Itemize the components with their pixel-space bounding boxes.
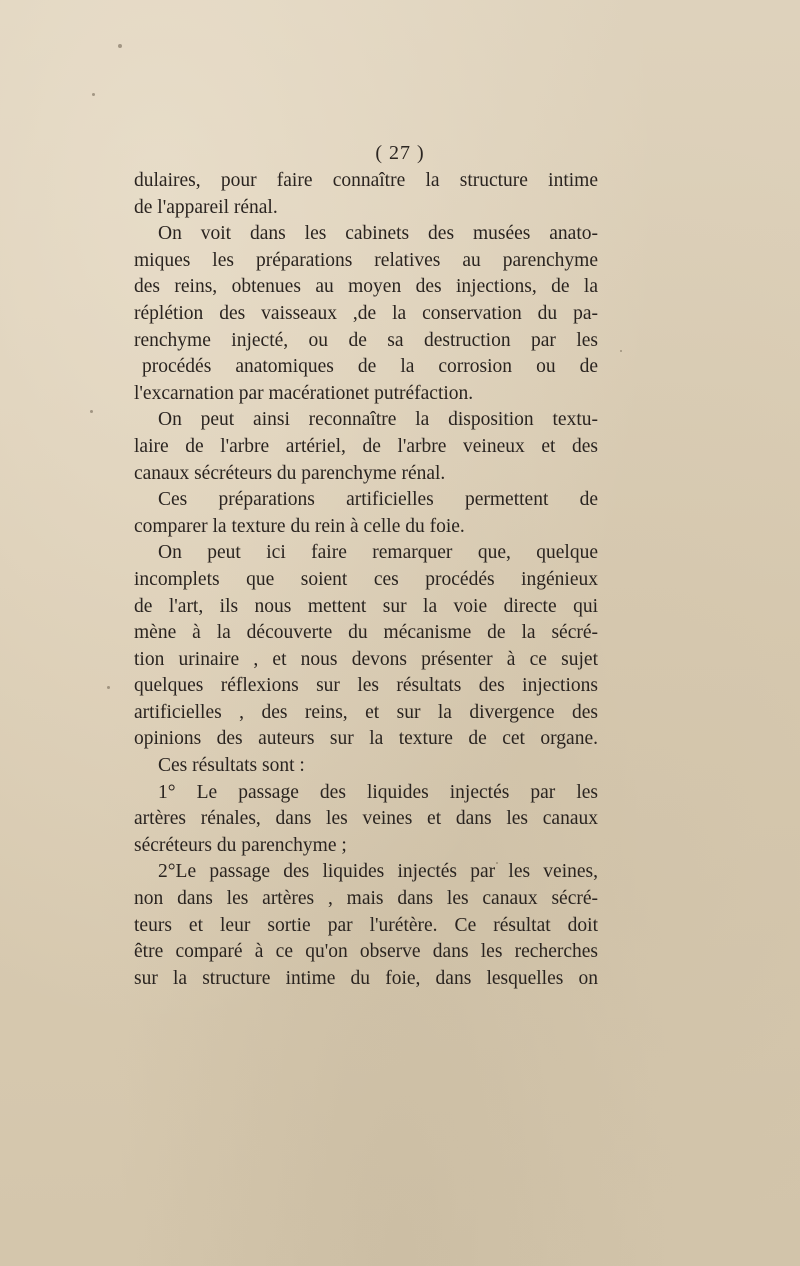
paper-speck — [620, 350, 622, 352]
paper-speck — [92, 93, 95, 96]
paper-speck — [107, 686, 110, 689]
text-line: artères rénales, dans les veines et dans les canaux — [134, 808, 598, 830]
text-line: être comparé à ce qu'on observe dans les recherches — [134, 941, 598, 963]
text-line: On peut ainsi reconnaître la disposition textu- — [158, 409, 598, 431]
text-line: tion urinaire , et nous devons présenter à ce sujet — [134, 648, 598, 670]
text-line: teurs et leur sortie par l'urétère. Ce résultat doit — [134, 914, 598, 936]
text-line: Ces résultats sont : — [158, 755, 305, 777]
text-line: dulaires, pour faire connaître la structure intime — [134, 170, 598, 191]
text-line: des reins, obtenues au moyen des injections, de la — [134, 276, 598, 298]
text-line: incomplets que soient ces procédés ingénieux — [134, 568, 598, 590]
text-line: laire de l'arbre artériel, de l'arbre veineux et des — [134, 435, 598, 457]
text-line: opinions des auteurs sur la texture de cet organe. — [134, 728, 598, 750]
body-text — [134, 168, 598, 992]
text-line: non dans les artères , mais dans les canaux sécré- — [134, 888, 598, 910]
text-line: procédés anatomiques de la corrosion ou de — [142, 356, 598, 378]
paper-speck — [118, 44, 122, 48]
text-line: renchyme injecté, ou de sa destruction par les — [134, 329, 598, 351]
text-line: quelques réflexions sur les résultats des injections — [134, 675, 598, 697]
text-line: de l'appareil rénal. — [134, 196, 278, 218]
text-line: 2°Le passage des liquides injectés par les veines, — [158, 861, 598, 883]
text-line: l'excarnation par macérationet putréfaction. — [134, 382, 474, 404]
text-line: On peut ici faire remarquer que, quelque — [158, 542, 598, 564]
text-line: Ces préparations artificielles permettent de — [158, 489, 598, 511]
paper-speck — [90, 410, 93, 413]
text-line: miques les préparations relatives au parenchyme — [134, 249, 598, 271]
text-line: sécréteurs du parenchyme ; — [134, 834, 347, 856]
text-line: mène à la découverte du mécanisme de la sécré- — [134, 622, 598, 644]
text-line: artificielles , des reins, et sur la divergence des — [134, 701, 598, 723]
text-line: On voit dans les cabinets des musées anato- — [158, 223, 598, 245]
text-line: 1° Le passage des liquides injectés par les — [158, 781, 598, 803]
text-line: comparer la texture du rein à celle du foie. — [134, 515, 465, 537]
text-line: canaux sécréteurs du parenchyme rénal. — [134, 462, 446, 484]
text-line: réplétion des vaisseaux ,de la conservation du pa- — [134, 302, 598, 324]
text-line: sur la structure intime du foie, dans lesquelles on — [134, 967, 598, 989]
text-line: de l'art, ils nous mettent sur la voie directe qui — [134, 595, 598, 617]
page-number: ( 27 ) — [375, 142, 425, 164]
